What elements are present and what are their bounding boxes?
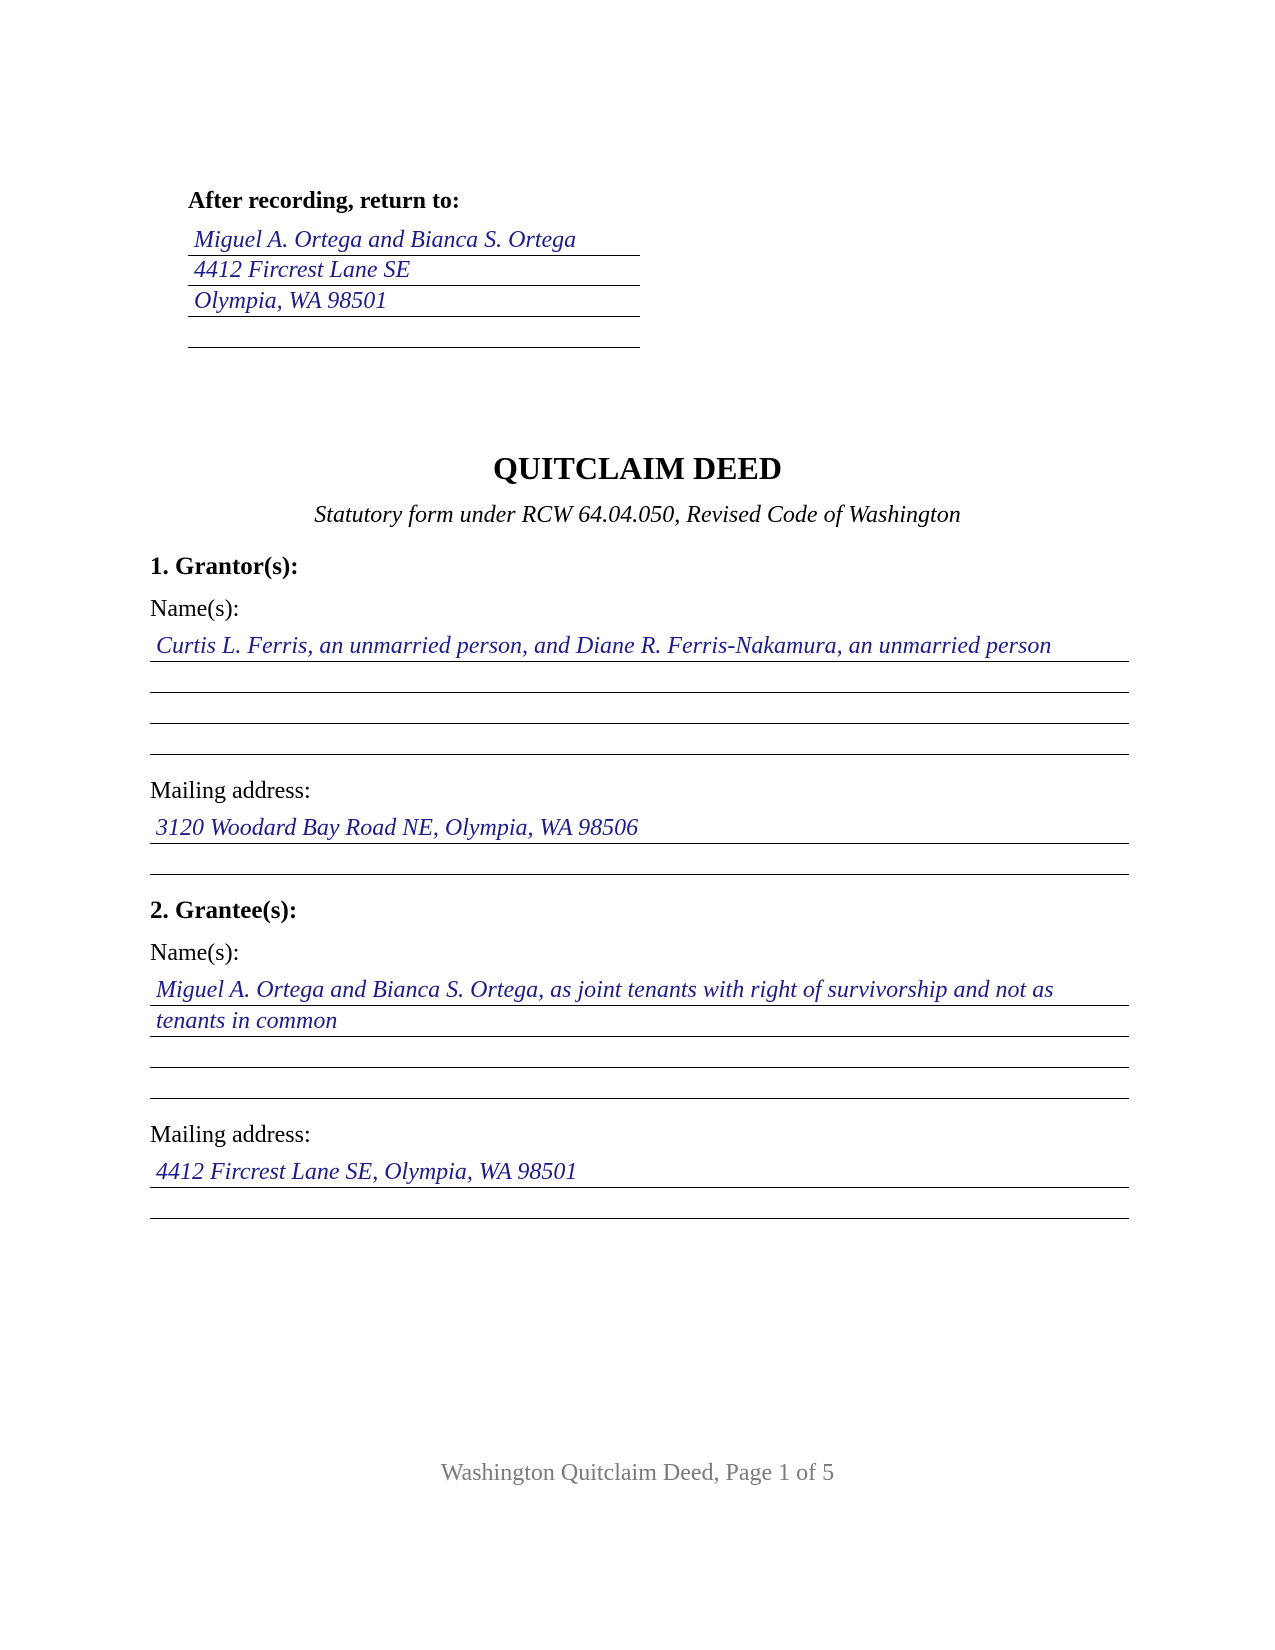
grantee-names-line-1[interactable] bbox=[150, 976, 1129, 1006]
return-to-line-1[interactable] bbox=[188, 226, 640, 256]
grantor-names-line-3[interactable] bbox=[150, 694, 1129, 724]
grantor-address-label: Mailing address: bbox=[150, 778, 311, 804]
grantee-names-value-2: tenants in common bbox=[156, 1008, 338, 1034]
grantee-heading: 2. Grantee(s): bbox=[150, 897, 298, 924]
grantor-address-value: 3120 Woodard Bay Road NE, Olympia, WA 98506 bbox=[156, 815, 639, 841]
return-to-line-3[interactable] bbox=[188, 287, 640, 317]
page-footer: Washington Quitclaim Deed, Page 1 of 5 bbox=[440, 1460, 835, 1486]
grantor-names-label: Name(s): bbox=[150, 596, 240, 622]
document-title: QUITCLAIM DEED bbox=[493, 450, 782, 486]
return-to-city: Olympia, WA 98501 bbox=[194, 288, 388, 314]
grantor-address-line-2[interactable] bbox=[150, 845, 1129, 875]
grantee-names-line-4[interactable] bbox=[150, 1069, 1129, 1099]
grantee-address-line-1[interactable] bbox=[150, 1158, 1129, 1188]
return-to-heading: After recording, return to: bbox=[188, 188, 460, 214]
grantor-address-line-1[interactable] bbox=[150, 814, 1129, 844]
grantor-names-line-2[interactable] bbox=[150, 663, 1129, 693]
grantor-heading: 1. Grantor(s): bbox=[150, 553, 299, 580]
return-to-street: 4412 Fircrest Lane SE bbox=[194, 257, 411, 283]
return-to-name: Miguel A. Ortega and Bianca S. Ortega bbox=[194, 227, 577, 253]
grantee-address-line-2[interactable] bbox=[150, 1189, 1129, 1219]
grantee-names-line-2[interactable] bbox=[150, 1007, 1129, 1037]
grantor-names-line-1[interactable] bbox=[150, 632, 1129, 662]
grantee-address-value: 4412 Fircrest Lane SE, Olympia, WA 98501 bbox=[156, 1159, 578, 1185]
document-subtitle: Statutory form under RCW 64.04.050, Revised Code of Washington bbox=[314, 502, 961, 528]
grantee-names-value: Miguel A. Ortega and Bianca S. Ortega, as joint tenants with right of survivorship and not as bbox=[156, 977, 1054, 1003]
grantor-names-line-4[interactable] bbox=[150, 725, 1129, 755]
return-to-line-2[interactable] bbox=[188, 256, 640, 286]
grantor-names-value: Curtis L. Ferris, an unmarried person, and Diane R. Ferris-Nakamura, an unmarried person bbox=[156, 633, 1052, 659]
grantee-names-label: Name(s): bbox=[150, 940, 240, 966]
grantee-address-label: Mailing address: bbox=[150, 1122, 311, 1148]
grantee-names-line-3[interactable] bbox=[150, 1038, 1129, 1068]
return-to-line-4[interactable] bbox=[188, 318, 640, 348]
